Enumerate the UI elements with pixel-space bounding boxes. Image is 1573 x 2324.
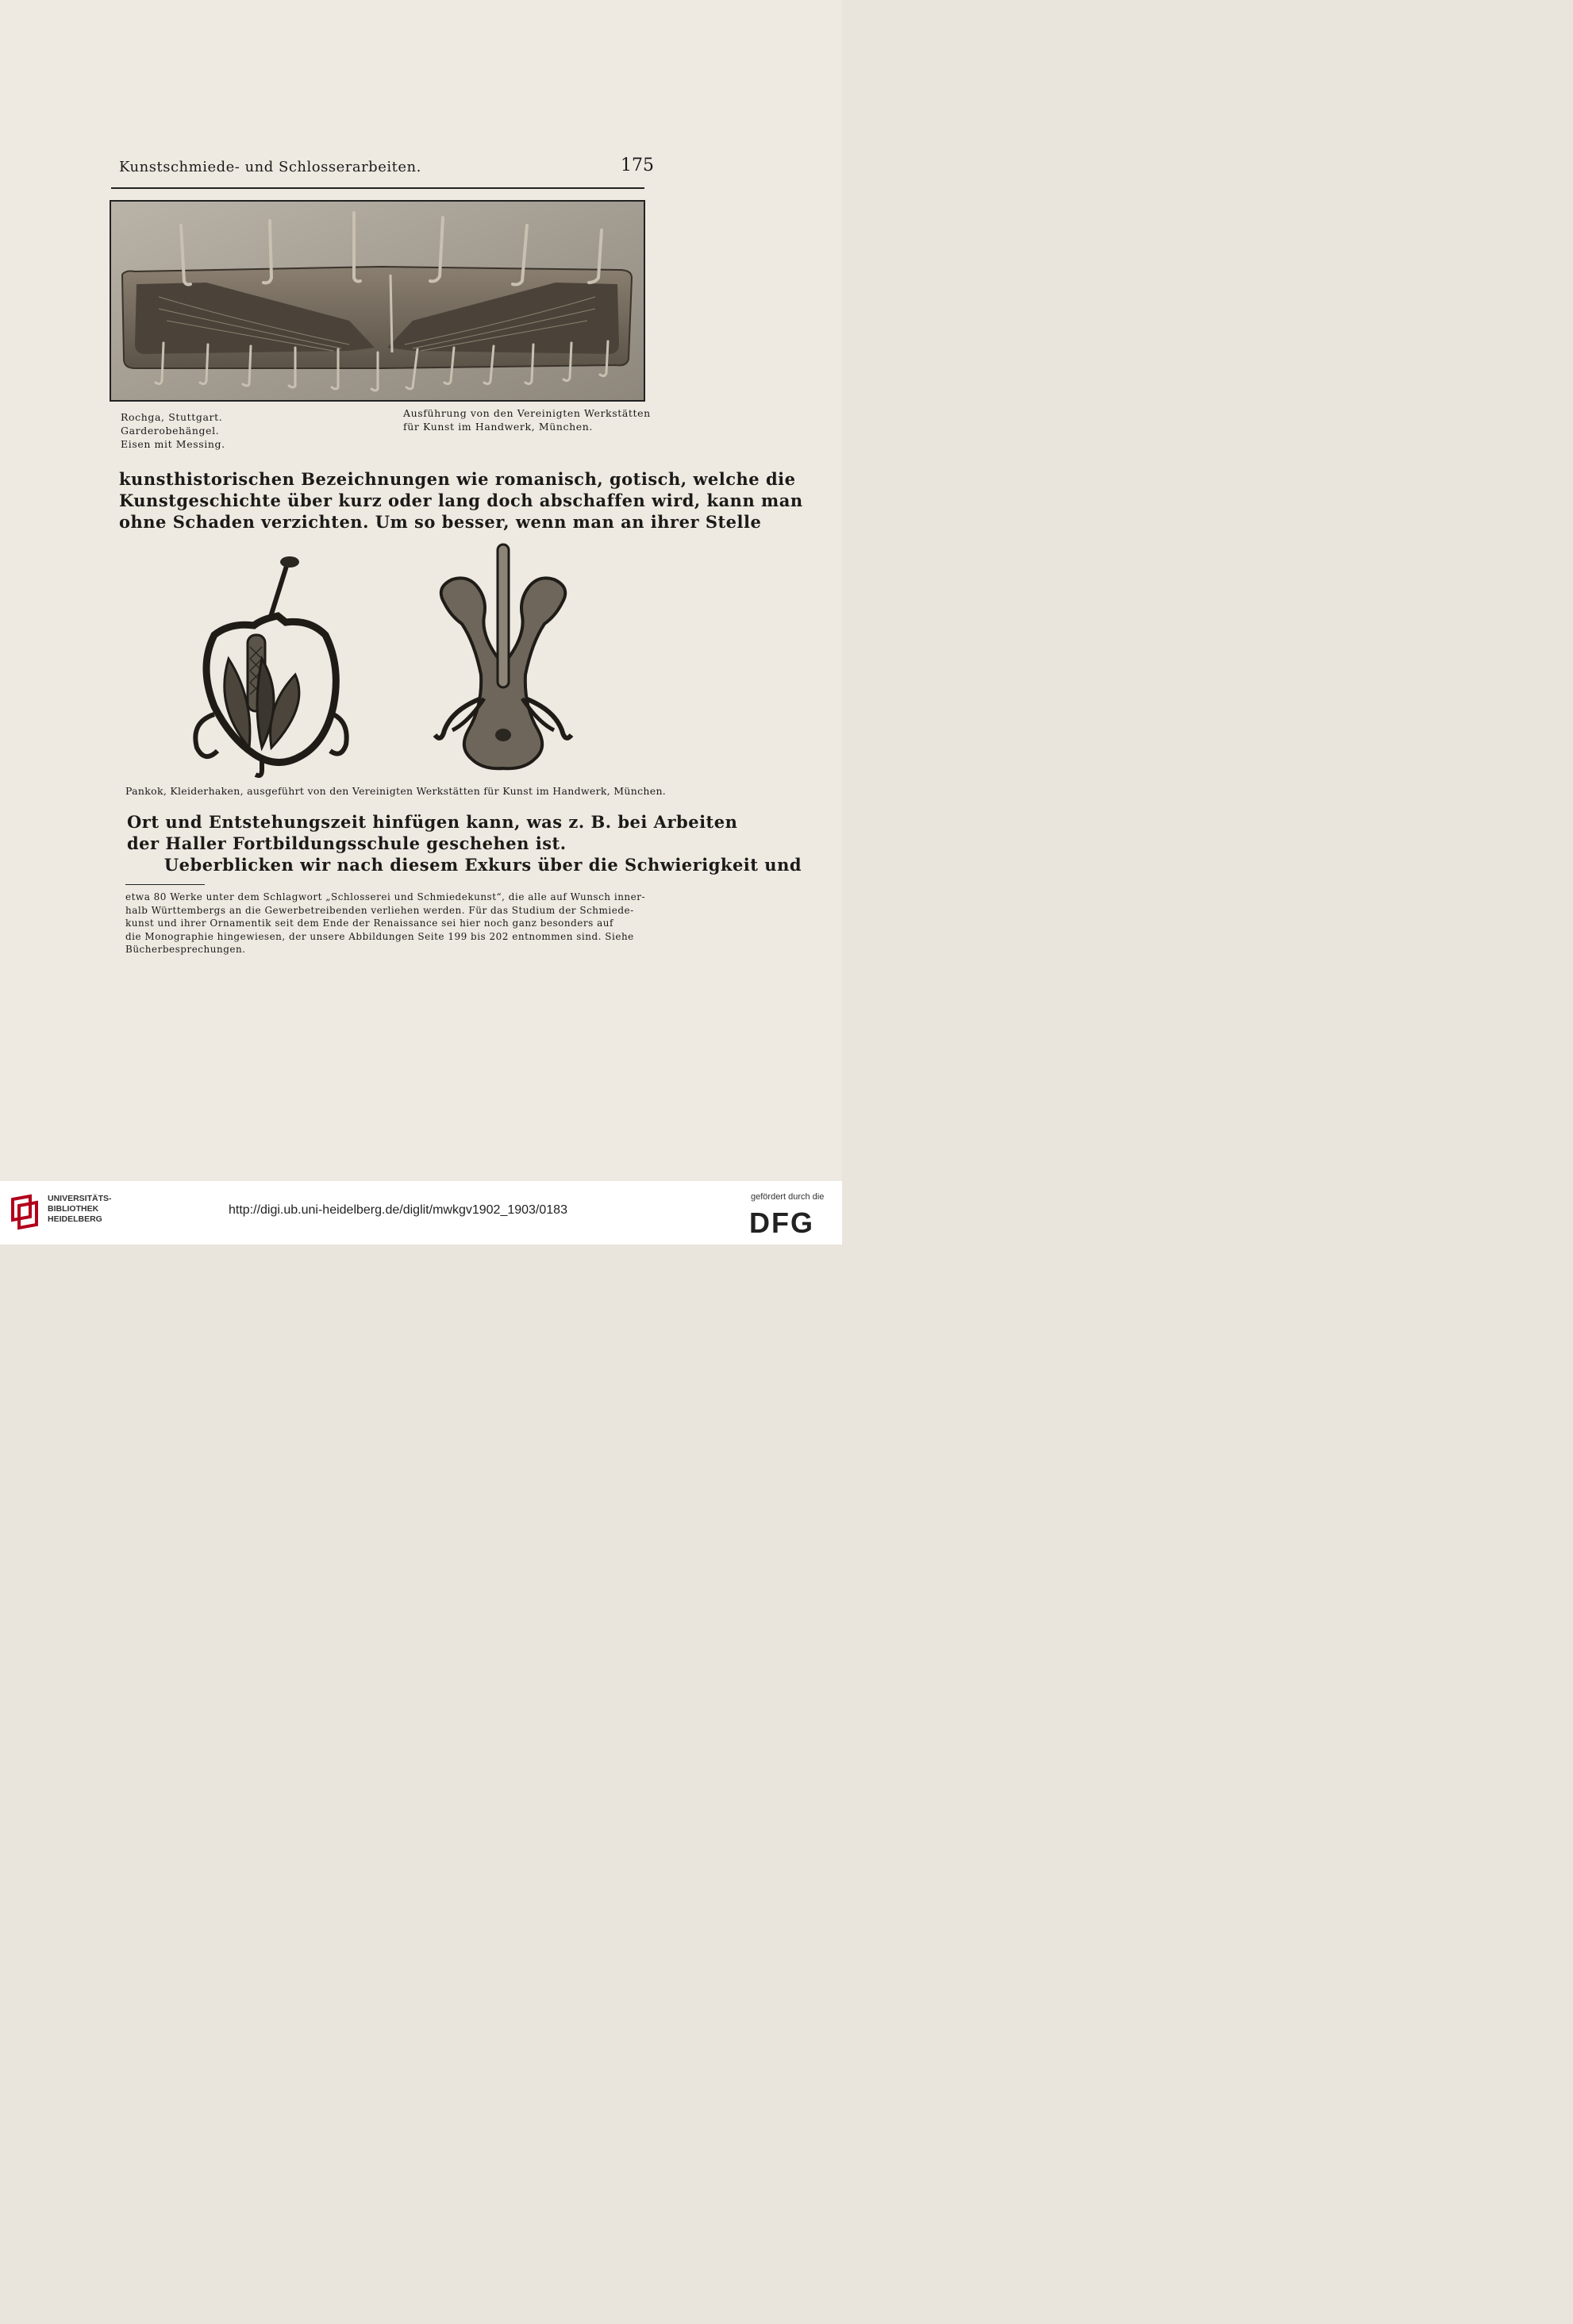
header-rule [111, 187, 644, 189]
page-number: 175 [621, 156, 654, 175]
figure1-caption-right: Ausführung von den Vereinigten Werkstätten für Kunst im Handwerk, München. [403, 407, 651, 433]
running-header: Kunstschmiede- und Schlosserarbeiten. [119, 159, 421, 175]
footnote-rule [125, 884, 205, 885]
permalink-url[interactable]: http://digi.ub.uni-heidelberg.de/diglit/mwkgv1902_1903/0183 [229, 1203, 567, 1217]
scanned-page [0, 0, 842, 1181]
figure2-caption: Pankok, Kleiderhaken, ausgeführt von den Vereinigten Werkstätten für Kunst im Handwerk, München. [125, 785, 667, 797]
coat-hooks-illustration [183, 540, 659, 786]
figure1-caption-left: Rochga, Stuttgart. Garderobehängel. Eisen mit Messing. [121, 411, 225, 450]
paragraph-2: Ort und Entstehungszeit hinfügen kann, was z. B. bei Arbeiten der Haller Fortbildungsschule geschehen ist. Ueberblicken wir nach diesem Exkurs über die Schwierigkeit und [127, 812, 802, 875]
footnote: etwa 80 Werke unter dem Schlagwort „Schlosserei und Schmiedekunst“, die alle auf Wunsch inner- halb Württembergs an die Gewerbetreibenden verliehen werden. Für das Studium der Schmiede- kunst und ihrer Ornamentik seit dem Ende der Renaissance sei hier noch ganz besonders auf die Monographie hingewiesen, der unsere Abbildungen Seite 199 bis 202 entnommen sind. Siehe Bücherbesprechungen. [125, 891, 646, 955]
university-library-logo [8, 1193, 41, 1236]
dfg-logo: DFG [749, 1206, 814, 1239]
right-coat-hook [435, 544, 571, 768]
viewer-footer [0, 1181, 842, 1245]
funding-label: gefördert durch die [751, 1192, 825, 1202]
university-library-name: UNIVERSITÄTS- BIBLIOTHEK HEIDELBERG [48, 1194, 112, 1224]
empty-canvas-area [0, 1245, 842, 2324]
coat-rack-photo [110, 200, 645, 402]
paragraph-1: kunsthistorischen Bezeichnungen wie romanisch, gotisch, welche die Kunstgeschichte über kurz oder lang doch abschaffen wird, kann man ohne Schaden verzichten. Um so besser, wenn man an ihrer Stelle [119, 469, 803, 532]
left-coat-hook [195, 556, 346, 775]
